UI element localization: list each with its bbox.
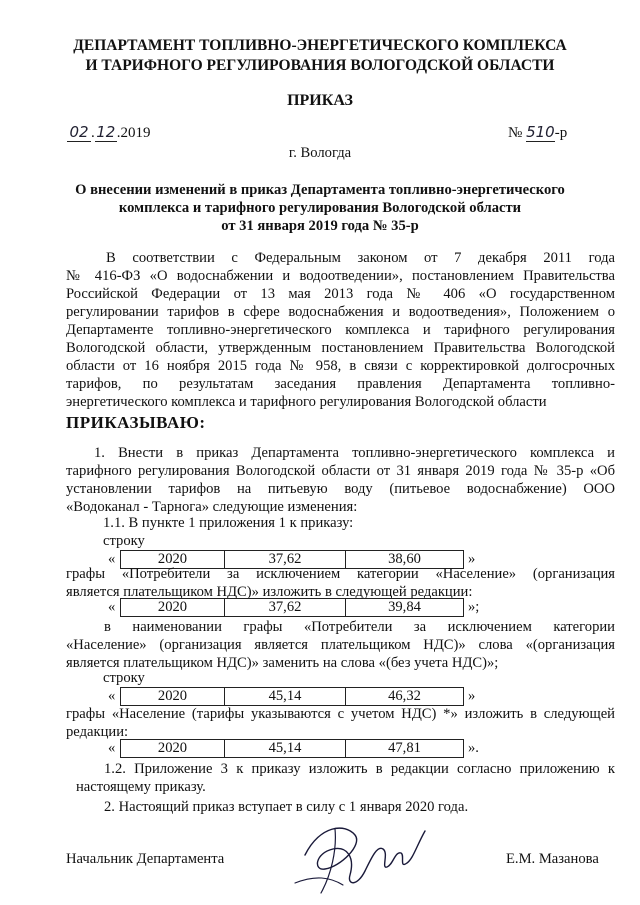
number-suffix: -р xyxy=(554,125,568,141)
subject-line: О внесении изменений в приказ Департамента топливно-энергетического xyxy=(75,182,565,198)
number-value: 510 xyxy=(526,123,555,141)
graph-text-line: графы «Население (тарифы указываются с учетом НДС) *» изложить в следующей xyxy=(66,706,615,722)
order-date xyxy=(67,123,151,142)
cell-year: 2020 xyxy=(121,599,225,616)
cell-value-1: 37,62 xyxy=(225,599,346,616)
close-quote: » xyxy=(468,551,476,567)
cell-year: 2020 xyxy=(121,551,225,568)
rename-line: «Население» (организация является плательщиком НДС)» слова «(организация xyxy=(66,637,615,653)
order-subject xyxy=(0,181,640,235)
close-quote: »; xyxy=(468,599,480,615)
item-1-line: «Водоканал - Тарнога» следующие изменения: xyxy=(66,499,358,515)
graph-text-line: редакции: xyxy=(66,724,129,740)
row-word: строку xyxy=(103,670,145,686)
item-2: 2. Настоящий приказ вступает в силу с 1 января 2020 года. xyxy=(104,799,469,815)
preamble-line: Департаменте топливно-энергетического комплекса и тарифного регулирования xyxy=(66,322,615,338)
open-quote: « xyxy=(108,599,116,615)
graph-text-line: графы «Потребители за исключением категории «Население» (организация xyxy=(66,566,615,582)
item-1-line: 1. Внести в приказ Департамента топливно-энергетического комплекса и xyxy=(94,445,615,461)
cell-year: 2020 xyxy=(121,740,225,757)
department-name-line-2: И ТАРИФНОГО РЕГУЛИРОВАНИЯ ВОЛОГОДСКОЙ ОБЛАСТИ xyxy=(85,57,555,74)
cell-value-2: 46,32 xyxy=(388,688,421,704)
department-name-line-1: ДЕПАРТАМЕНТ ТОПЛИВНО-ЭНЕРГЕТИЧЕСКОГО КОМПЛЕКСА xyxy=(73,37,567,54)
date-separator: . xyxy=(91,125,95,141)
preamble-line: тарифов, по результатам заседания правления Департамента топливно- xyxy=(66,376,615,392)
order-number xyxy=(508,123,567,142)
signatory-name: Е.М. Мазанова xyxy=(506,851,599,867)
close-quote: ». xyxy=(468,740,479,756)
number-sign: № xyxy=(508,125,523,141)
preamble-line: регулировании тарифов в сфере водоснабжения и водоотведения», Положением о xyxy=(66,304,615,320)
cell-value-1: 45,14 xyxy=(225,688,346,705)
preamble-line: области от 16 ноября 2015 года № 958, в связи с корректировкой долгосрочных xyxy=(66,358,615,374)
preamble xyxy=(66,249,615,411)
cell-year: 2020 xyxy=(121,688,225,705)
item-1-2-line: 1.2. Приложение 3 к приказу изложить в редакции согласно приложению к xyxy=(104,761,615,777)
open-quote: « xyxy=(108,551,116,567)
preamble-line: Вологодской области, утвержденным постановлением Правительства Вологодской xyxy=(66,340,615,356)
rename-text xyxy=(66,618,615,672)
graph-text-line: является плательщиком НДС)» изложить в следующей редакции: xyxy=(66,584,473,600)
preamble-line: Российской Федерации от 13 мая 2013 года № 406 «О государственном xyxy=(66,286,615,302)
rename-line: в наименовании графы «Потребители за исключением категории xyxy=(104,619,615,635)
subject-line: от 31 января 2019 года № 35-р xyxy=(221,218,419,234)
rename-line: является плательщиком НДС)» заменить на слова «(без учета НДС)»; xyxy=(66,655,499,671)
preamble-line: энергетического комплекса и тарифного регулирования Вологодской области xyxy=(66,394,547,410)
order-word: ПРИКАЗЫВАЮ: xyxy=(66,413,206,432)
cell-value-2: 39,84 xyxy=(388,599,421,615)
signature-image xyxy=(285,805,435,900)
cell-value-2: 38,60 xyxy=(388,551,421,567)
date-year: .2019 xyxy=(116,125,151,141)
date-month: 12 xyxy=(96,123,116,141)
cell-value-1: 45,14 xyxy=(225,740,346,757)
preamble-line: В соответствии с Федеральным законом от 7 декабря 2011 года xyxy=(106,250,615,266)
item-1-2-line: настоящему приказу. xyxy=(76,779,206,795)
item-1-line: тарифного регулирования Вологодской области от 31 января 2019 года № 35-р «Об xyxy=(66,463,615,479)
signatory-title: Начальник Департамента xyxy=(66,851,225,867)
close-quote: » xyxy=(468,688,476,704)
preamble-line: № 416-ФЗ «О водоснабжении и водоотведении», постановлением Правительства xyxy=(66,268,615,284)
cell-value-2: 47,81 xyxy=(388,740,421,756)
graph-text-1 xyxy=(66,565,615,601)
city: г. Вологда xyxy=(288,145,352,161)
row-word: строку xyxy=(103,533,145,549)
item-1-1: 1.1. В пункте 1 приложения 1 к приказу: xyxy=(103,515,354,531)
item-1-2 xyxy=(66,760,615,796)
graph-text-2 xyxy=(66,705,615,741)
item-1-line: установлении тарифов на питьевую воду (питьевое водоснабжение) ООО xyxy=(66,481,615,497)
subject-line: комплекса и тарифного регулирования Вологодской области xyxy=(118,200,522,216)
open-quote: « xyxy=(108,688,116,704)
open-quote: « xyxy=(108,740,116,756)
item-1 xyxy=(66,444,615,516)
document-type: ПРИКАЗ xyxy=(287,92,353,109)
cell-value-1: 37,62 xyxy=(225,551,346,568)
date-day: 02 xyxy=(67,123,91,142)
